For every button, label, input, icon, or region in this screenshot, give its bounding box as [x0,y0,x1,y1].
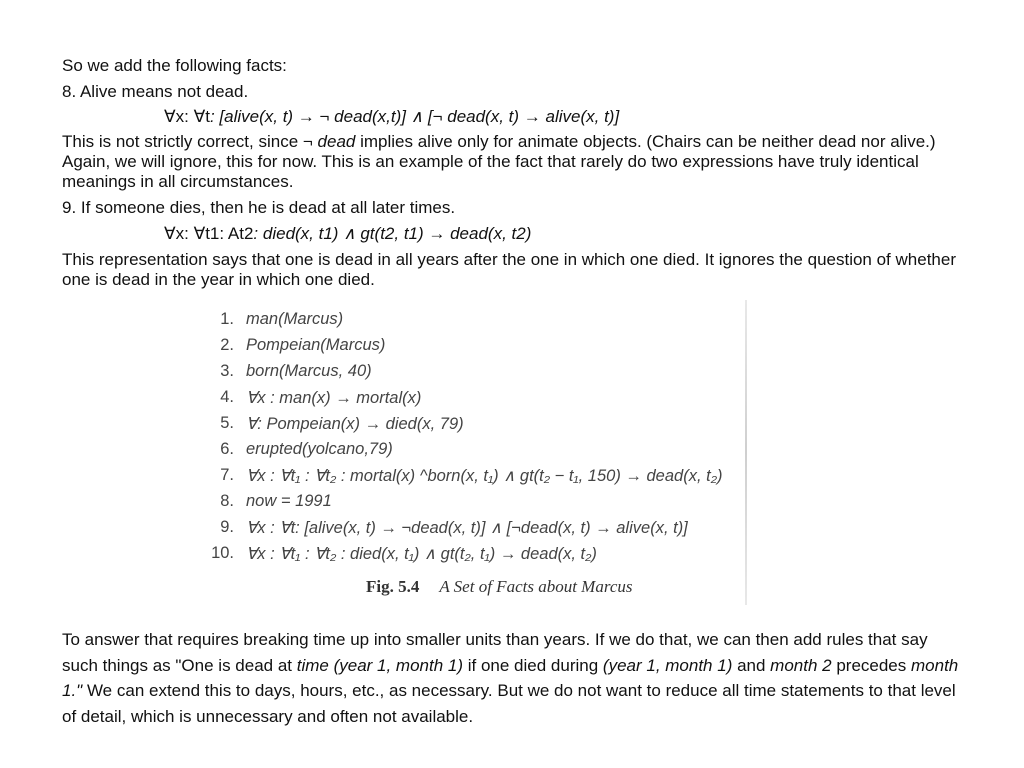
fact-item [196,466,796,492]
fact-8-formula [164,107,619,127]
closing-emphasis: (year 1, month 1) [602,655,733,675]
fact-formula: ∀x : ∀t: [alive(x, t) → ¬dead(x, t)] ∧ [¬dead(x, t) → alive(x, t)] [246,519,688,537]
explanation-part: This is not strictly correct, since ¬ [62,132,318,151]
closing-emphasis: month 2 [770,655,832,675]
fact-item [196,414,796,440]
fact-item [196,518,796,544]
fact-item [196,336,796,362]
facts-list [196,310,796,570]
closing-emphasis: month 1." [62,655,959,700]
formula-body: died(x, t1) ∧ gt(t2, t1) → dead(x, t2) [258,224,532,243]
fact-9-formula [164,224,531,244]
fact-number: 7. [220,466,234,484]
fact-formula: erupted(yolcano,79) [246,440,393,458]
fact-number: 8. [220,492,234,510]
fact-formula: ∀x : man(x) → mortal(x) [246,389,422,407]
fact-9-heading: 9. If someone dies, then he is dead at all later times. [62,198,456,217]
fact-formula: Pompeian(Marcus) [246,336,386,354]
closing-part: precedes [831,655,911,675]
fact-formula: born(Marcus, 40) [246,362,372,380]
formula-quantifier: ∀x: ∀t [164,107,210,126]
fact-formula: ∀x : ∀t₁ : ∀t₂ : mortal(x) ^born(x, t₁) ∧ gt(t₂ − t₁, 150) → dead(x, t₂) [246,467,723,485]
fact-number: 9. [220,518,234,536]
fact-number: 4. [220,388,234,406]
formula-quantifier: ∀x: ∀t1: At2 [164,224,254,243]
facts-figure [196,300,756,605]
explanation-emphasis: dead [317,132,356,151]
fact-formula: man(Marcus) [246,310,344,328]
fact-number: 6. [220,440,234,458]
fact-formula: ∀x : ∀t₁ : ∀t₂ : died(x, t₁) ∧ gt(t₂, t₁) → dead(x, t₂) [246,545,597,563]
figure-title: A Set of Facts about Marcus [439,577,633,596]
fact-number: 3. [220,362,234,380]
fact-8-explanation [62,132,962,192]
fact-item [196,310,796,336]
explanation-part: implies alive only for animate objects. (Chairs can be neither dead nor alive.) Again, we will ignore, this for now. This is an example of the fact that rarely do two expressions have truly identical meanings in all circumstances. [62,132,936,191]
closing-part: if one died during [463,655,603,675]
closing-paragraph [62,627,962,729]
fact-formula: ∀: Pompeian(x) → died(x, 79) [246,415,464,433]
intro-paragraph: So we add the following facts: [62,56,287,75]
formula-colon: : [209,107,215,126]
closing-part: and [732,655,771,675]
fact-number: 1. [220,310,234,328]
fact-number: 5. [220,414,234,432]
closing-emphasis: time (year 1, month 1) [296,655,464,675]
figure-caption [366,577,632,597]
fact-item [196,362,796,388]
fact-number: 10. [211,544,234,562]
fact-item [196,388,796,414]
closing-part: We can extend this to days, hours, etc., as necessary. But we do not want to reduce all time statements to that level of detail, which is unnecessary and often not available. [62,681,956,726]
fact-8-heading: 8. Alive means not dead. [62,82,249,101]
formula-body: [alive(x, t) → ¬ dead(x,t)] ∧ [¬ dead(x, t) → alive(x, t)] [214,107,620,126]
fact-9-explanation: This representation says that one is dead in all years after the one in which one died. It ignores the question of whether one is dead in the year in which one died. [62,250,956,289]
fact-item [196,440,796,466]
fact-item [196,544,796,570]
figure-number: Fig. 5.4 [366,577,420,596]
formula-colon: : [253,224,259,243]
fact-formula: now = 1991 [246,492,332,510]
fact-number: 2. [220,336,234,354]
fact-item [196,492,796,518]
closing-part: To answer that requires breaking time up into smaller units than years. If we do that, we can then add rules that say such things as "One is dead at [62,630,928,675]
